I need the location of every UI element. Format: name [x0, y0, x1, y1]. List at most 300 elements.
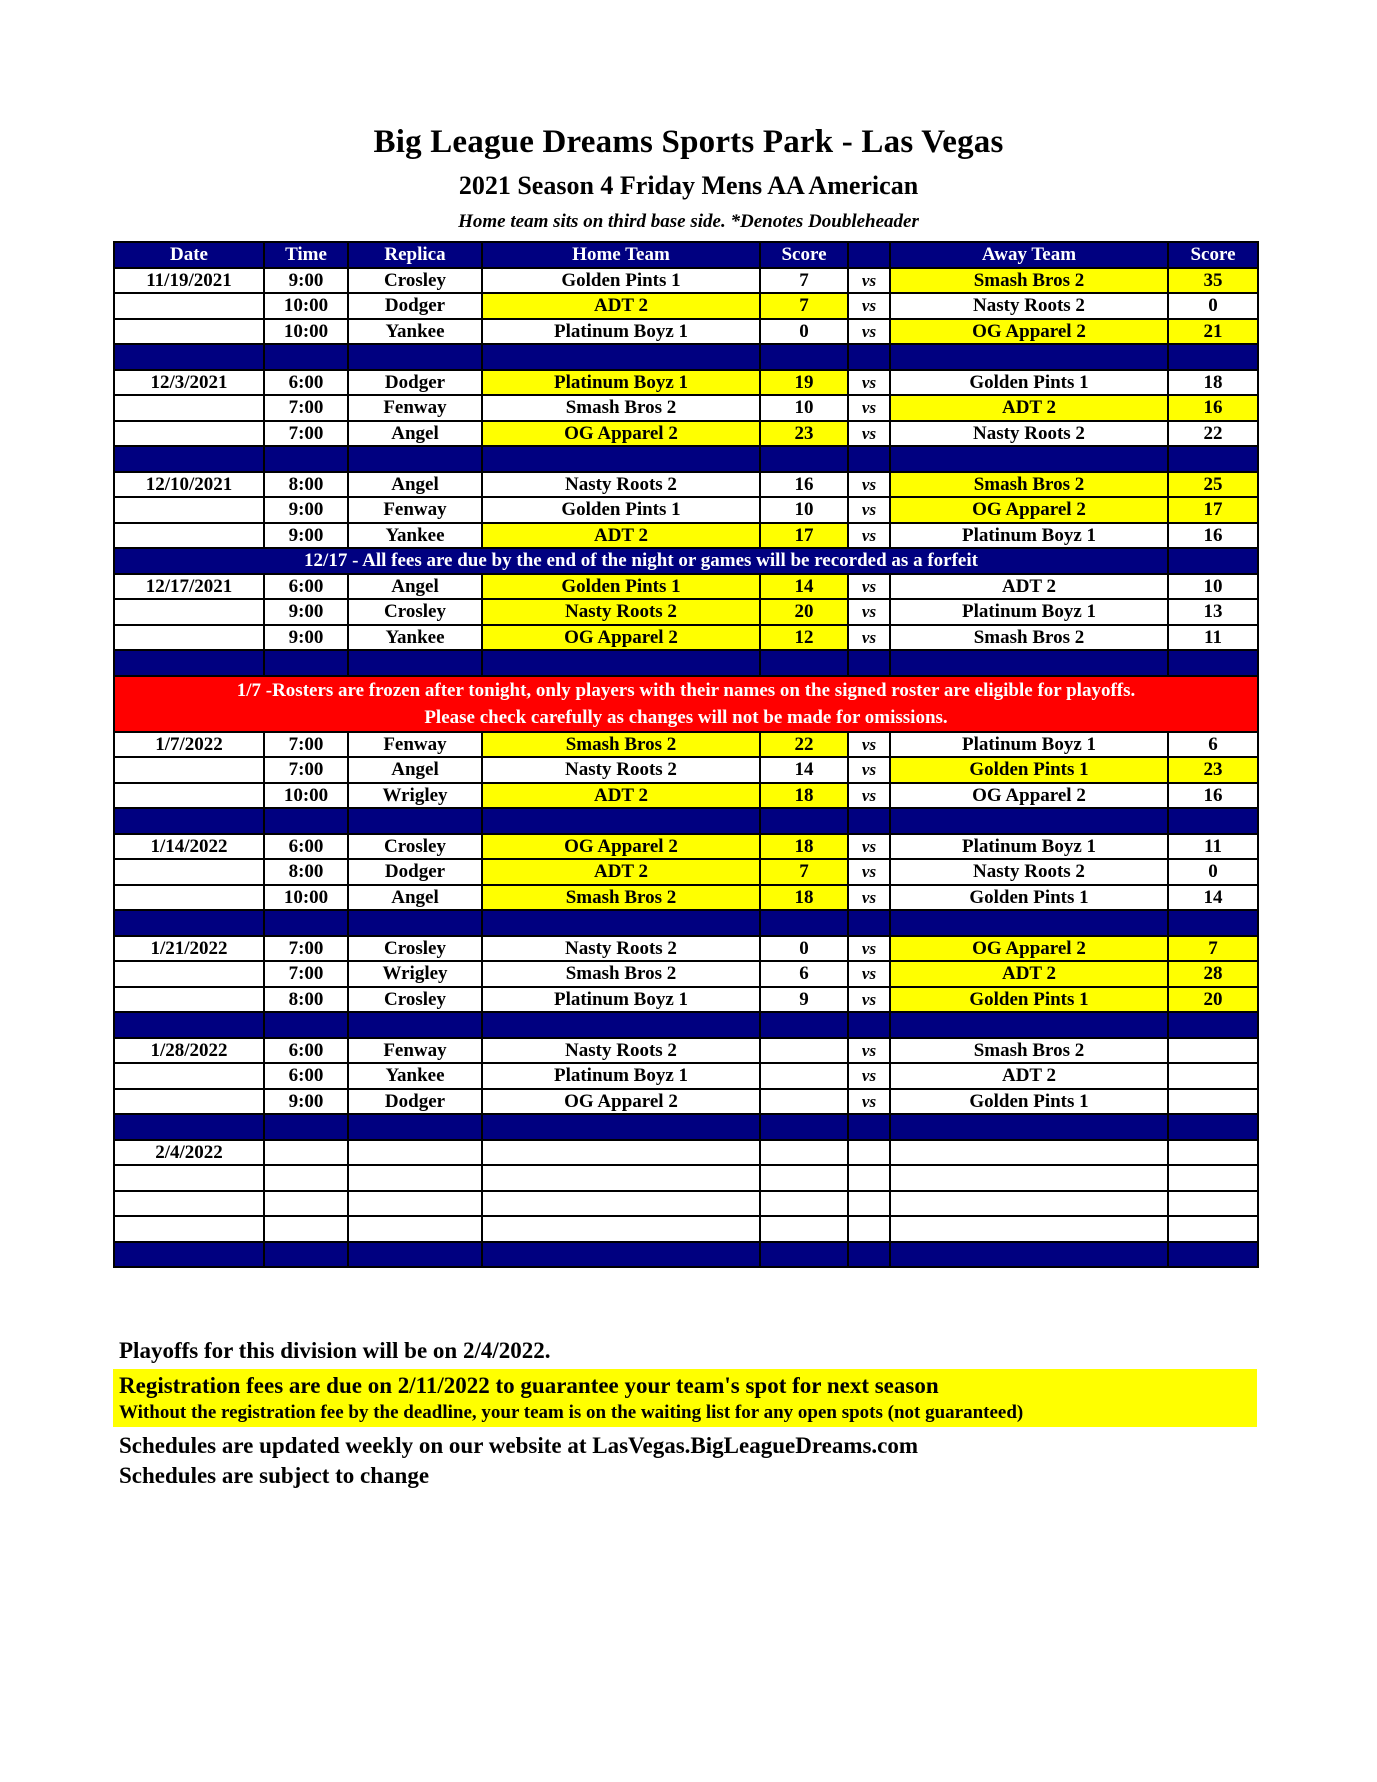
vs-label: vs — [848, 834, 890, 860]
separator-cell — [482, 1114, 760, 1140]
empty-cell — [1168, 1165, 1258, 1191]
page-subtitle: 2021 Season 4 Friday Mens AA American — [458, 171, 919, 200]
page-title: Big League Dreams Sports Park - Las Vegas — [373, 124, 1004, 160]
home-score: 19 — [760, 370, 848, 396]
separator-row — [114, 344, 1258, 370]
table-row — [114, 293, 1258, 319]
away-score: 35 — [1168, 268, 1258, 294]
game-date — [114, 885, 264, 911]
home-score — [760, 1089, 848, 1115]
game-field: Fenway — [348, 1038, 482, 1064]
registration-banner — [113, 1369, 1257, 1427]
vs-label: vs — [848, 936, 890, 962]
separator-row — [114, 910, 1258, 936]
roster-alert-line-2: Please check carefully as changes will not be made for omissions. — [424, 706, 948, 728]
separator-cell — [264, 1114, 348, 1140]
separator-cell — [264, 910, 348, 936]
empty-cell — [264, 1216, 348, 1242]
home-score: 10 — [760, 395, 848, 421]
game-date — [114, 421, 264, 447]
away-team: ADT 2 — [890, 574, 1168, 600]
game-date — [114, 783, 264, 809]
home-team: Nasty Roots 2 — [482, 472, 760, 498]
game-date: 12/17/2021 — [114, 574, 264, 600]
game-field: Dodger — [348, 859, 482, 885]
game-field: Fenway — [348, 732, 482, 758]
game-time: 8:00 — [264, 472, 348, 498]
home-team: ADT 2 — [482, 523, 760, 549]
home-team: ADT 2 — [482, 783, 760, 809]
game-date — [114, 293, 264, 319]
empty-cell — [264, 1165, 348, 1191]
empty-cell — [348, 1216, 482, 1242]
playoffs-note: Playoffs for this division will be on 2/4/2022. — [119, 1338, 551, 1363]
separator-cell — [264, 650, 348, 676]
table-row — [114, 1089, 1258, 1115]
game-field: Crosley — [348, 987, 482, 1013]
home-score: 18 — [760, 783, 848, 809]
away-team: Smash Bros 2 — [890, 472, 1168, 498]
home-score — [760, 1038, 848, 1064]
separator-cell — [114, 910, 264, 936]
away-team: OG Apparel 2 — [890, 783, 1168, 809]
game-time: 7:00 — [264, 732, 348, 758]
separator-cell — [482, 344, 760, 370]
vs-label: vs — [848, 885, 890, 911]
table-row — [114, 885, 1258, 911]
registration-note: Without the registration fee by the deadline, your team is on the waiting list for any open spots (not guaranteed) — [119, 1402, 1024, 1423]
away-team: Golden Pints 1 — [890, 370, 1168, 396]
separator-cell — [760, 650, 848, 676]
home-team: Platinum Boyz 1 — [482, 370, 760, 396]
fees-notice-row — [114, 548, 1258, 574]
away-score: 0 — [1168, 293, 1258, 319]
game-date — [114, 1165, 264, 1191]
vs-label: vs — [848, 625, 890, 651]
separator-cell — [890, 446, 1168, 472]
empty-cell — [848, 1216, 890, 1242]
game-date — [114, 599, 264, 625]
separator-cell — [348, 910, 482, 936]
separator-cell — [848, 446, 890, 472]
home-team: OG Apparel 2 — [482, 625, 760, 651]
game-time: 6:00 — [264, 1038, 348, 1064]
roster-alert-line-1: 1/7 -Rosters are frozen after tonight, only players with their names on the signed roster are eligible for playoffs. — [236, 679, 1136, 701]
vs-label: vs — [848, 599, 890, 625]
empty-cell — [848, 1165, 890, 1191]
separator-cell — [1168, 650, 1258, 676]
home-score: 20 — [760, 599, 848, 625]
separator-cell — [848, 808, 890, 834]
game-date — [114, 987, 264, 1013]
col-header-time: Time — [264, 242, 348, 268]
empty-cell — [1168, 1191, 1258, 1217]
separator-cell — [848, 1242, 890, 1268]
table-row — [114, 625, 1258, 651]
home-score: 14 — [760, 757, 848, 783]
game-time: 9:00 — [264, 1089, 348, 1115]
home-team: OG Apparel 2 — [482, 834, 760, 860]
empty-cell — [848, 1191, 890, 1217]
empty-cell — [890, 1165, 1168, 1191]
separator-cell — [348, 1114, 482, 1140]
fees-notice: 12/17 - All fees are due by the end of the night or games will be recorded as a forfeit — [114, 548, 1168, 574]
table-row — [114, 961, 1258, 987]
game-field: Crosley — [348, 268, 482, 294]
table-row — [114, 987, 1258, 1013]
home-score: 16 — [760, 472, 848, 498]
away-team: Golden Pints 1 — [890, 987, 1168, 1013]
away-team: OG Apparel 2 — [890, 497, 1168, 523]
table-row — [114, 783, 1258, 809]
empty-cell — [890, 1140, 1168, 1166]
game-date — [114, 1191, 264, 1217]
away-score — [1168, 1063, 1258, 1089]
away-team: ADT 2 — [890, 1063, 1168, 1089]
game-date: 11/19/2021 — [114, 268, 264, 294]
separator-row — [114, 1242, 1258, 1268]
home-score: 10 — [760, 497, 848, 523]
separator-cell — [114, 446, 264, 472]
vs-label: vs — [848, 523, 890, 549]
away-score: 16 — [1168, 395, 1258, 421]
separator-cell — [1168, 1114, 1258, 1140]
separator-cell — [482, 650, 760, 676]
table-row — [114, 268, 1258, 294]
home-score: 14 — [760, 574, 848, 600]
separator-cell — [890, 910, 1168, 936]
away-team: ADT 2 — [890, 395, 1168, 421]
separator-cell — [482, 446, 760, 472]
vs-label: vs — [848, 859, 890, 885]
away-team: OG Apparel 2 — [890, 936, 1168, 962]
separator-cell — [348, 808, 482, 834]
home-team: Nasty Roots 2 — [482, 1038, 760, 1064]
separator-row — [114, 808, 1258, 834]
empty-cell — [348, 1140, 482, 1166]
separator-cell — [114, 650, 264, 676]
away-score: 13 — [1168, 599, 1258, 625]
home-score: 22 — [760, 732, 848, 758]
away-score: 28 — [1168, 961, 1258, 987]
away-score: 22 — [1168, 421, 1258, 447]
game-field: Wrigley — [348, 961, 482, 987]
separator-cell — [348, 1242, 482, 1268]
separator-row — [114, 446, 1258, 472]
separator-cell — [264, 446, 348, 472]
empty-cell — [348, 1165, 482, 1191]
table-row — [114, 599, 1258, 625]
game-time: 9:00 — [264, 268, 348, 294]
vs-label: vs — [848, 370, 890, 396]
game-time: 7:00 — [264, 757, 348, 783]
table-row — [114, 1140, 1258, 1166]
home-team: Platinum Boyz 1 — [482, 987, 760, 1013]
vs-label: vs — [848, 421, 890, 447]
home-team: Golden Pints 1 — [482, 497, 760, 523]
empty-cell — [348, 1191, 482, 1217]
away-score: 23 — [1168, 757, 1258, 783]
game-field: Dodger — [348, 370, 482, 396]
away-team: Smash Bros 2 — [890, 268, 1168, 294]
home-score: 12 — [760, 625, 848, 651]
separator-cell — [114, 1242, 264, 1268]
away-score: 0 — [1168, 859, 1258, 885]
home-team: Platinum Boyz 1 — [482, 1063, 760, 1089]
away-team: Smash Bros 2 — [890, 1038, 1168, 1064]
separator-cell — [760, 446, 848, 472]
table-row — [114, 732, 1258, 758]
game-time: 7:00 — [264, 961, 348, 987]
game-field: Yankee — [348, 625, 482, 651]
table-row — [114, 1191, 1258, 1217]
game-date: 1/7/2022 — [114, 732, 264, 758]
away-team: Nasty Roots 2 — [890, 859, 1168, 885]
game-time: 9:00 — [264, 523, 348, 549]
empty-cell — [760, 1140, 848, 1166]
game-field: Angel — [348, 472, 482, 498]
empty-cell — [760, 1216, 848, 1242]
table-row — [114, 421, 1258, 447]
table-row — [114, 1038, 1258, 1064]
vs-label: vs — [848, 732, 890, 758]
home-team: Golden Pints 1 — [482, 268, 760, 294]
col-header-date: Date — [114, 242, 264, 268]
separator-cell — [348, 446, 482, 472]
separator-row — [114, 650, 1258, 676]
table-row — [114, 1165, 1258, 1191]
game-time: 7:00 — [264, 421, 348, 447]
away-team: Platinum Boyz 1 — [890, 599, 1168, 625]
separator-cell — [114, 1012, 264, 1038]
home-score: 6 — [760, 961, 848, 987]
game-field: Angel — [348, 421, 482, 447]
vs-label: vs — [848, 395, 890, 421]
home-team: Smash Bros 2 — [482, 395, 760, 421]
separator-cell — [348, 1012, 482, 1038]
table-row — [114, 497, 1258, 523]
separator-cell — [482, 808, 760, 834]
table-row — [114, 574, 1258, 600]
game-field: Fenway — [348, 395, 482, 421]
vs-label: vs — [848, 268, 890, 294]
home-score: 7 — [760, 293, 848, 319]
home-team: ADT 2 — [482, 293, 760, 319]
col-header-home-score: Score — [760, 242, 848, 268]
game-time: 6:00 — [264, 834, 348, 860]
table-row — [114, 523, 1258, 549]
away-score: 25 — [1168, 472, 1258, 498]
empty-cell — [890, 1216, 1168, 1242]
vs-label: vs — [848, 783, 890, 809]
separator-cell — [848, 1012, 890, 1038]
empty-cell — [1168, 1216, 1258, 1242]
table-row — [114, 757, 1258, 783]
separator-cell — [1168, 446, 1258, 472]
table-row — [114, 319, 1258, 345]
separator-cell — [890, 1012, 1168, 1038]
empty-cell — [760, 1165, 848, 1191]
away-team: Golden Pints 1 — [890, 885, 1168, 911]
home-team: Smash Bros 2 — [482, 885, 760, 911]
game-date — [114, 497, 264, 523]
separator-cell — [890, 1242, 1168, 1268]
separator-cell — [890, 650, 1168, 676]
home-score: 17 — [760, 523, 848, 549]
separator-cell — [482, 1242, 760, 1268]
game-time: 6:00 — [264, 574, 348, 600]
away-score — [1168, 1089, 1258, 1115]
home-team: Golden Pints 1 — [482, 574, 760, 600]
vs-label: vs — [848, 1089, 890, 1115]
game-time: 9:00 — [264, 599, 348, 625]
empty-cell — [482, 1191, 760, 1217]
home-score: 0 — [760, 319, 848, 345]
game-date: 2/4/2022 — [114, 1140, 264, 1166]
separator-cell — [760, 1012, 848, 1038]
game-date — [114, 625, 264, 651]
vs-label: vs — [848, 757, 890, 783]
vs-label: vs — [848, 472, 890, 498]
website-note: Schedules are updated weekly on our website at LasVegas.BigLeagueDreams.com — [119, 1433, 919, 1458]
away-score: 18 — [1168, 370, 1258, 396]
separator-cell — [848, 650, 890, 676]
game-date: 1/14/2022 — [114, 834, 264, 860]
away-team: Smash Bros 2 — [890, 625, 1168, 651]
away-score — [1168, 1038, 1258, 1064]
game-field: Yankee — [348, 319, 482, 345]
game-date — [114, 395, 264, 421]
schedule-body — [114, 268, 1258, 1268]
schedule-note: Home team sits on third base side. *Denotes Doubleheader — [458, 211, 919, 232]
separator-cell — [848, 1114, 890, 1140]
roster-alert-row — [114, 676, 1258, 732]
game-date — [114, 523, 264, 549]
away-team: Nasty Roots 2 — [890, 293, 1168, 319]
game-time: 8:00 — [264, 987, 348, 1013]
separator-cell — [482, 910, 760, 936]
separator-cell — [114, 1114, 264, 1140]
game-date: 1/28/2022 — [114, 1038, 264, 1064]
game-time: 6:00 — [264, 1063, 348, 1089]
game-date — [114, 859, 264, 885]
table-header-row — [114, 242, 1258, 268]
game-time: 10:00 — [264, 783, 348, 809]
separator-cell — [264, 1012, 348, 1038]
home-team: ADT 2 — [482, 859, 760, 885]
home-score: 18 — [760, 834, 848, 860]
separator-row — [114, 1012, 1258, 1038]
away-score: 11 — [1168, 834, 1258, 860]
game-date: 12/3/2021 — [114, 370, 264, 396]
away-score: 14 — [1168, 885, 1258, 911]
home-team: Smash Bros 2 — [482, 961, 760, 987]
away-team: ADT 2 — [890, 961, 1168, 987]
table-row — [114, 370, 1258, 396]
separator-cell — [1168, 1012, 1258, 1038]
empty-cell — [1168, 1140, 1258, 1166]
separator-cell — [890, 808, 1168, 834]
game-time: 7:00 — [264, 395, 348, 421]
home-team: OG Apparel 2 — [482, 1089, 760, 1115]
separator-cell — [264, 344, 348, 370]
col-header-replica: Replica — [348, 242, 482, 268]
home-score: 7 — [760, 859, 848, 885]
vs-label: vs — [848, 319, 890, 345]
away-score: 16 — [1168, 783, 1258, 809]
table-row — [114, 834, 1258, 860]
game-date — [114, 1216, 264, 1242]
game-field: Dodger — [348, 293, 482, 319]
empty-cell — [482, 1140, 760, 1166]
separator-cell — [482, 1012, 760, 1038]
away-score: 11 — [1168, 625, 1258, 651]
game-field: Wrigley — [348, 783, 482, 809]
col-header-away-score: Score — [1168, 242, 1258, 268]
separator-cell — [890, 1114, 1168, 1140]
vs-label: vs — [848, 1063, 890, 1089]
table-row — [114, 395, 1258, 421]
roster-alert — [114, 676, 1258, 732]
away-score: 21 — [1168, 319, 1258, 345]
home-team: OG Apparel 2 — [482, 421, 760, 447]
game-date — [114, 1089, 264, 1115]
away-score: 20 — [1168, 987, 1258, 1013]
away-score: 7 — [1168, 936, 1258, 962]
vs-label: vs — [848, 293, 890, 319]
separator-cell — [848, 910, 890, 936]
game-field: Crosley — [348, 936, 482, 962]
separator-cell — [890, 344, 1168, 370]
separator-cell — [348, 650, 482, 676]
table-row — [114, 936, 1258, 962]
game-date: 12/10/2021 — [114, 472, 264, 498]
vs-label: vs — [848, 1038, 890, 1064]
away-score: 16 — [1168, 523, 1258, 549]
vs-label: vs — [848, 497, 890, 523]
empty-cell — [264, 1140, 348, 1166]
game-date: 1/21/2022 — [114, 936, 264, 962]
game-date — [114, 319, 264, 345]
away-score: 6 — [1168, 732, 1258, 758]
vs-label: vs — [848, 961, 890, 987]
game-date — [114, 757, 264, 783]
game-field: Dodger — [348, 1089, 482, 1115]
separator-cell — [1168, 808, 1258, 834]
table-row — [114, 1063, 1258, 1089]
empty-cell — [264, 1191, 348, 1217]
game-field: Angel — [348, 885, 482, 911]
home-score: 18 — [760, 885, 848, 911]
game-date — [114, 961, 264, 987]
game-time: 9:00 — [264, 625, 348, 651]
game-field: Yankee — [348, 523, 482, 549]
away-team: Platinum Boyz 1 — [890, 834, 1168, 860]
separator-cell — [348, 344, 482, 370]
home-score: 0 — [760, 936, 848, 962]
game-time: 10:00 — [264, 293, 348, 319]
away-team: OG Apparel 2 — [890, 319, 1168, 345]
game-field: Angel — [348, 574, 482, 600]
separator-cell — [760, 910, 848, 936]
vs-label: vs — [848, 987, 890, 1013]
game-time: 7:00 — [264, 936, 348, 962]
game-date — [114, 1063, 264, 1089]
empty-cell — [482, 1165, 760, 1191]
home-score: 23 — [760, 421, 848, 447]
separator-cell — [760, 344, 848, 370]
away-score: 17 — [1168, 497, 1258, 523]
